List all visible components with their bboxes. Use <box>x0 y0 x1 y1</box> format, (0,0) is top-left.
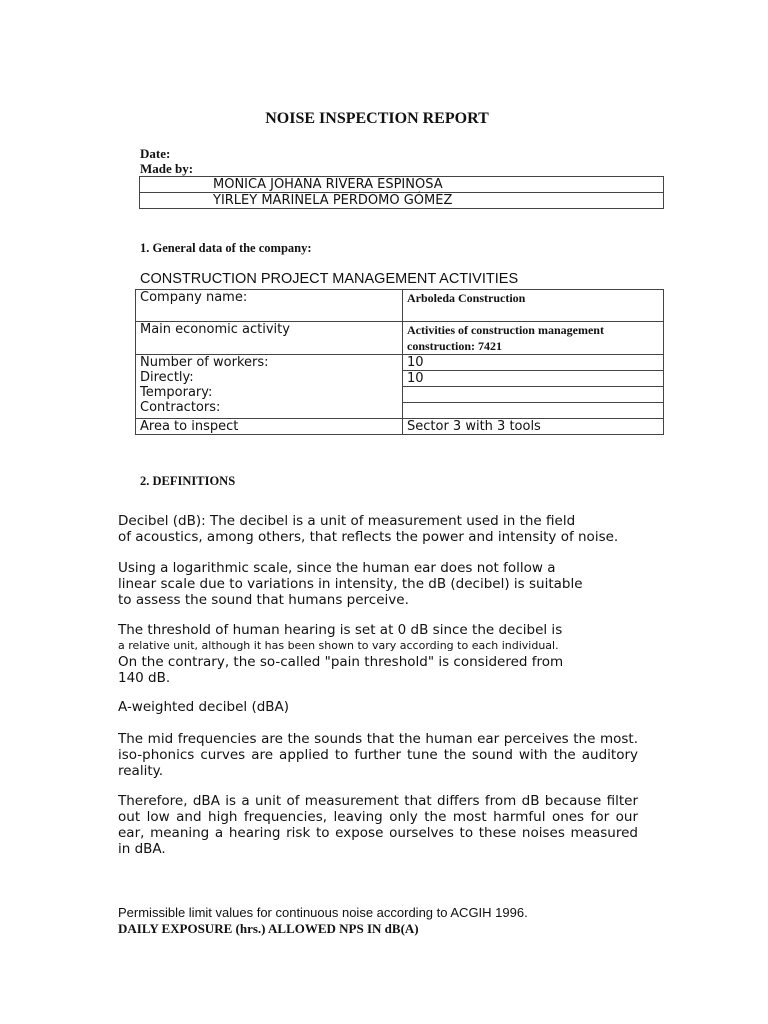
company-table-title: CONSTRUCTION PROJECT MANAGEMENT ACTIVITIES <box>140 271 519 287</box>
area-label: Area to inspect <box>136 419 403 435</box>
author-name: YIRLEY MARINELA PERDOMO GÓMEZ <box>140 193 664 209</box>
table-row <box>136 290 664 322</box>
text-line: to assess the sound that humans perceive. <box>118 592 409 608</box>
table-row <box>136 355 664 371</box>
text-line: Decibel (dB): The decibel is a unit of measurement used in the field <box>118 513 576 529</box>
workers-contractors-label: Contractors: <box>140 400 221 415</box>
author-row <box>140 193 664 209</box>
section-1-heading: 1. General data of the company: <box>140 241 312 255</box>
a-weighted-heading: A-weighted decibel (dBA) <box>118 699 290 715</box>
dba-paragraph: Therefore, dBA is a unit of measurement that differs from dB because filter out low and high frequencies, leaving only the most harmful ones for our ear, meaning a hearing risk to expose ourselves to these noises measured in dBA. <box>118 793 638 857</box>
exposure-table-header: DAILY EXPOSURE (hrs.) ALLOWED NPS IN dB(A) <box>118 921 419 936</box>
company-name-label: Company name: <box>136 290 403 322</box>
workers-count-value: 10 <box>403 355 664 371</box>
text-line: a relative unit, although it has been shown to vary according to each individual. <box>118 639 559 652</box>
decibel-definition <box>118 513 618 545</box>
workers-count-label: Number of workers: <box>140 355 269 370</box>
authors-table <box>139 176 664 209</box>
area-value: Sector 3 with 3 tools <box>403 419 664 435</box>
text-line: of acoustics, among others, that reflects the power and intensity of noise. <box>118 529 619 545</box>
section-2-heading: 2. DEFINITIONS <box>140 474 236 488</box>
workers-temporary-value <box>403 387 664 403</box>
economic-activity-value: Activities of construction management construction: 7421 <box>403 322 664 355</box>
author-row <box>140 177 664 193</box>
text-line: On the contrary, the so-called "pain threshold" is considered from <box>118 654 564 670</box>
logarithmic-scale-paragraph <box>118 560 583 608</box>
date-label: Date: <box>140 146 171 161</box>
workers-labels-cell <box>136 355 403 419</box>
company-name-value: Arboleda Construction <box>403 290 664 322</box>
table-row <box>136 322 664 355</box>
author-name: MONICA JOHANA RIVERA ESPINOSA <box>140 177 664 193</box>
made-by-label: Made by: <box>140 161 194 176</box>
mid-frequencies-paragraph: The mid frequencies are the sounds that the human ear perceives the most. iso-phonics curves are applied to further tune the sound with the auditory reality. <box>118 731 638 779</box>
workers-direct-label: Directly: <box>140 370 194 385</box>
table-row <box>136 419 664 435</box>
document-title: NOISE INSPECTION REPORT <box>265 110 489 127</box>
text-line: The threshold of human hearing is set at 0 dB since the decibel is <box>118 622 563 638</box>
workers-direct-value: 10 <box>403 371 664 387</box>
company-data-table <box>135 289 664 435</box>
workers-contractors-value <box>403 403 664 419</box>
hearing-threshold-paragraph <box>118 622 563 686</box>
economic-activity-label: Main economic activity <box>136 322 403 355</box>
limit-values-caption: Permissible limit values for continuous noise according to ACGIH 1996. <box>118 905 528 920</box>
text-line: Using a logarithmic scale, since the human ear does not follow a <box>118 560 556 576</box>
text-line: 140 dB. <box>118 670 171 686</box>
text-line: linear scale due to variations in intensity, the dB (decibel) is suitable <box>118 576 583 592</box>
workers-temporary-label: Temporary: <box>140 385 213 400</box>
